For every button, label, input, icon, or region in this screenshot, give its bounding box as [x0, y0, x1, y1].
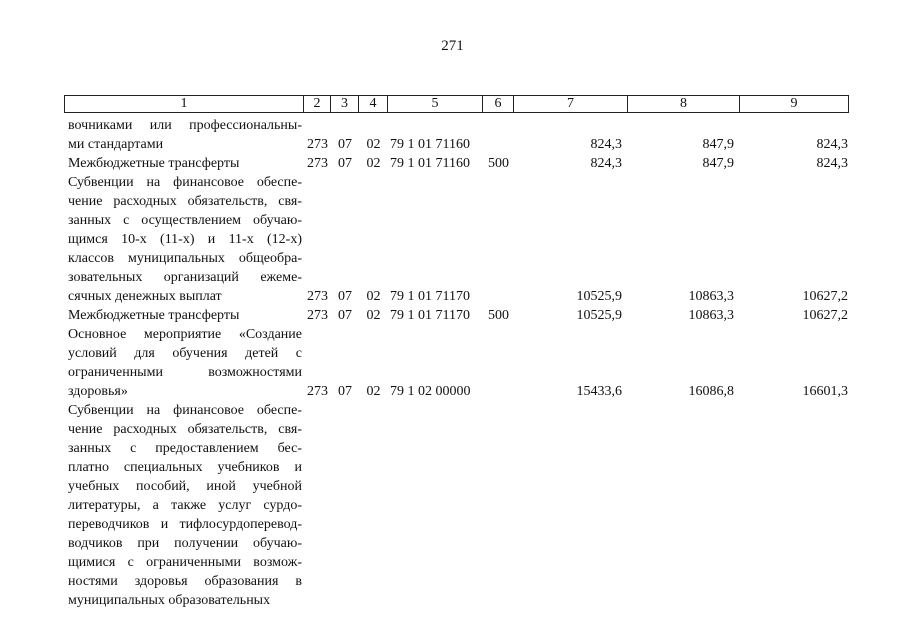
description-line: зовательных организаций ежеме- — [68, 270, 302, 285]
cell-c8: 10863,3 — [688, 308, 734, 323]
cell-c4: 02 — [366, 289, 381, 304]
cell-c3: 07 — [338, 308, 352, 323]
cell-c6: 500 — [488, 308, 509, 323]
cell-c3: 07 — [338, 384, 352, 399]
description-line: переводчиков и тифлосурдоперевод- — [68, 517, 302, 532]
cell-c4: 02 — [366, 156, 381, 171]
cell-c4: 02 — [366, 308, 381, 323]
cell-c5: 79 1 02 00000 — [390, 384, 471, 399]
header-col-3: 3 — [331, 95, 359, 113]
cell-c3: 07 — [338, 156, 352, 171]
cell-c2: 273 — [307, 384, 328, 399]
description-line: щимися с ограниченными возмож- — [68, 555, 302, 570]
cell-c4: 02 — [366, 384, 381, 399]
cell-c5: 79 1 01 71170 — [390, 308, 470, 323]
description-line: чение расходных обязательств, свя- — [68, 194, 302, 209]
description-line: учебных пособий, иной учебной — [68, 479, 302, 494]
description-line: здоровья» — [68, 384, 128, 399]
cell-c7: 10525,9 — [576, 289, 622, 304]
cell-c2: 273 — [307, 156, 328, 171]
header-col-8: 8 — [628, 95, 740, 113]
cell-c2: 273 — [307, 308, 328, 323]
description-line: Субвенции на финансовое обеспе- — [68, 403, 302, 418]
description-line: литературы, а также услуг сурдо- — [68, 498, 302, 513]
header-col-2: 2 — [304, 95, 331, 113]
cell-c6: 500 — [488, 156, 509, 171]
header-col-7: 7 — [514, 95, 628, 113]
description-line: Межбюджетные трансферты — [68, 308, 240, 323]
cell-c8: 847,9 — [702, 156, 734, 171]
header-col-4: 4 — [359, 95, 388, 113]
cell-c9: 16601,3 — [802, 384, 848, 399]
cell-c8: 10863,3 — [688, 289, 734, 304]
description-line: Субвенции на финансовое обеспе- — [68, 175, 302, 190]
cell-c9: 824,3 — [816, 137, 848, 152]
description-line: муниципальных образовательных — [68, 593, 271, 608]
description-line: Межбюджетные трансферты — [68, 156, 240, 171]
description-line: ограниченными возможностями — [68, 365, 302, 380]
cell-c7: 10525,9 — [576, 308, 622, 323]
cell-c2: 273 — [307, 137, 328, 152]
description-line: Основное мероприятие «Создание — [68, 327, 302, 342]
description-line: классов муниципальных общеобра- — [68, 251, 302, 266]
cell-c5: 79 1 01 71170 — [390, 289, 470, 304]
header-col-6: 6 — [483, 95, 514, 113]
description-line: вочниками или профессиональны- — [68, 118, 302, 133]
cell-c5: 79 1 01 71160 — [390, 137, 470, 152]
description-line: водчиков при получении обучаю- — [68, 536, 302, 551]
header-col-5: 5 — [388, 95, 483, 113]
cell-c3: 07 — [338, 289, 352, 304]
description-line: сячных денежных выплат — [68, 289, 222, 304]
cell-c7: 824,3 — [590, 156, 622, 171]
cell-c2: 273 — [307, 289, 328, 304]
description-line: условий для обучения детей с — [68, 346, 302, 361]
cell-c9: 10627,2 — [802, 308, 848, 323]
cell-c9: 10627,2 — [802, 289, 848, 304]
header-col-9: 9 — [740, 95, 849, 113]
description-line: щимся 10-х (11-х) и 11-х (12-х) — [68, 232, 302, 247]
description-line: занных с осуществлением обучаю- — [68, 213, 302, 228]
description-line: чение расходных обязательств, свя- — [68, 422, 302, 437]
header-col-1: 1 — [64, 95, 304, 113]
description-line: ми стандартами — [68, 137, 164, 152]
description-line: занных с предоставлением бес- — [68, 441, 302, 456]
cell-c8: 847,9 — [702, 137, 734, 152]
cell-c7: 824,3 — [590, 137, 622, 152]
cell-c7: 15433,6 — [576, 384, 622, 399]
cell-c8: 16086,8 — [688, 384, 734, 399]
cell-c3: 07 — [338, 137, 352, 152]
description-line: ностями здоровья образования в — [68, 574, 302, 589]
cell-c4: 02 — [366, 137, 381, 152]
page-number: 271 — [441, 38, 464, 54]
description-line: платно специальных учебников и — [68, 460, 302, 475]
cell-c9: 824,3 — [816, 156, 848, 171]
cell-c5: 79 1 01 71160 — [390, 156, 470, 171]
